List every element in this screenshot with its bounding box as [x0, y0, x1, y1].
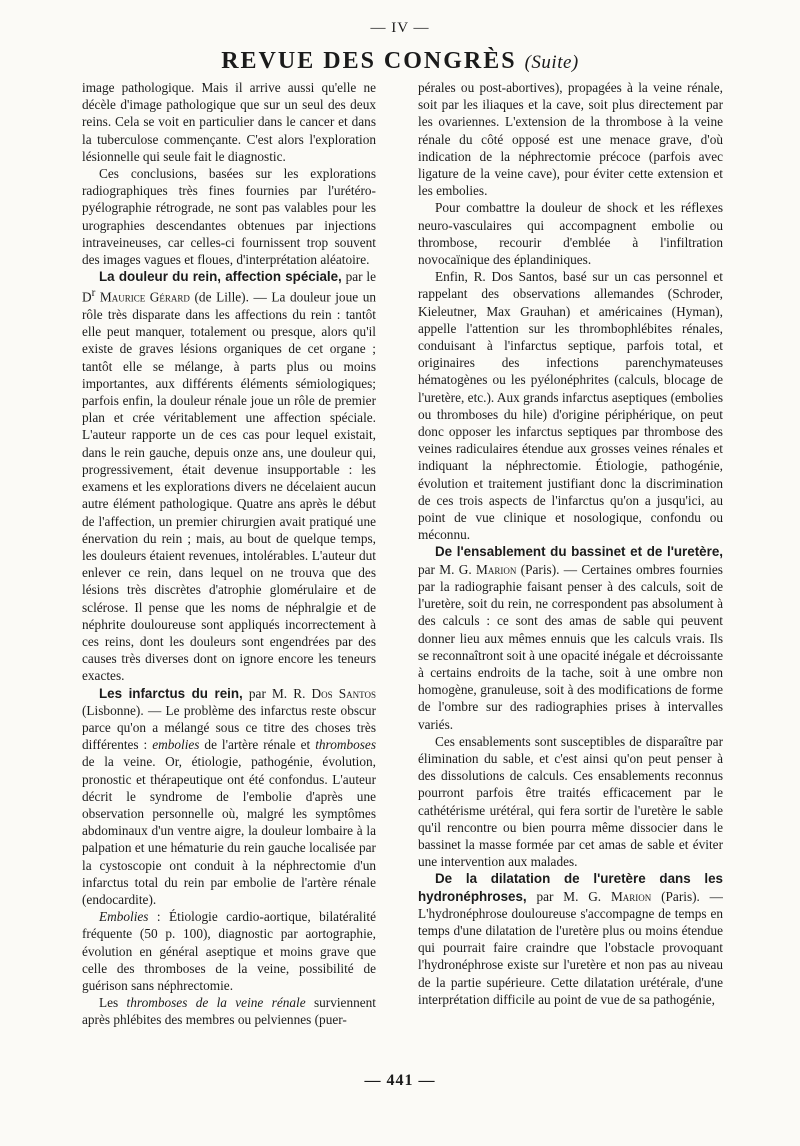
section-body: La douleur joue un rôle très disparate dans les affections du rein : tantôt elle peut manquer, totalement ou presque, alors qu'il existe de graves lésions organiques de cet organe ; tantôt elle se mélange, à parts plus ou moins importantes, aux différents éléments sémiologiques; parfois enfin, la douleur rénale joue un rôle de premier plan et crée véritablement une affection spéciale. L'auteur rapporte un de ces cas pour lequel existait, dans le rein gauche, depuis onze ans, une douleur qui, progressivement, était devenue insupportable : les examens et les explorations divers ne décelaient aucun autre élément pathologique. Quatre ans après le début de l'affection, un premier chirurgien avait pratiqué une énervation du rein ; mais, au bout de quelque temps, les douleurs étaient revenues, intolérables. L'auteur dut enlever ce rein, dans lequel on ne trouva que des lésions très discrètes d'atrophie glomérulaire et de sclérose. Il pense que les noms de néphralgie et de néphrite douloureuse sont appliqués incorrectement à ces reins, dont les douleurs sont engendrées par des causes très diverses dont on ignore encore les teneurs exactes. — [82, 289, 376, 684]
section-body: Certaines ombres fournies par la radiographie faisant penser à des calculs, soit de l'uretère, soit du rein, ne correspondent pas absolument à des calculs : ce sont des amas de sable qui peuvent donner lieu aux mêmes ennuis que les calculs vrais. Ils se reconnaîtront soit à une opacité inégale et décroissante à certains endroits de la tache, soit à une ombre non homogène, granuleuse, soit à des modifications de forme de l'ombre sur des radiographies prises à intervalles variés. — [418, 561, 723, 732]
running-title — [0, 47, 800, 77]
page-number: — 441 — — [364, 1072, 436, 1089]
section-body: Le problème des infarctus reste obscur parce qu'on a mélangé sous ce titre des choses très différentes : — [82, 702, 376, 753]
byline: par M. R. — [242, 685, 312, 701]
paragraph-embolies — [82, 908, 376, 994]
paragraph-thromboses — [82, 994, 376, 1028]
author-place: (Lisbonne). — — [82, 702, 166, 718]
author-name: Maurice Gérard — [95, 289, 190, 305]
running-title-suite: (Suite) — [524, 52, 579, 73]
section-title: Les infarctus du rein, — [99, 685, 243, 701]
paragraph-body: Les — [99, 995, 127, 1011]
section-douleur-du-rein — [82, 268, 376, 684]
paragraph-body: : Étiologie cardio-aortique, bilatéralité fréquente (50 p. 100), diagnostic par aortographie, évolution en général aseptique et moins grave que celle des thromboses de la veine, possibilité de guérison sans néphrectomie. — [82, 909, 376, 993]
section-body: L'hydronéphrose douloureuse s'accompagne de temps en temps d'une dilatation de l'uretère plus ou moins étendue qui pourrait faire craindre que l'obstacle provoquant l'hydronéphrose existe sur l'uretère et non pas au niveau de la partie supérieure. Cette dilatation urétérale, d'une interprétation difficile au point de vue de sa pathogénie, — [418, 905, 723, 1007]
paragraph: pérales ou post-abortives), propagées à la veine rénale, soit par les iliaques et la cave, soit plus directement par les ovariennes. L'extension de la thrombose à la veine rénale du côté opposé est une menace grave, d'où indication de la néphrectomie précoce (parfois avec ligature de la veine cave), pour éviter cette extension et les embolies. — [418, 80, 723, 199]
section-title: De l'ensablement du bassinet et de l'uretère, — [435, 544, 723, 560]
emphasis: thromboses de la veine rénale — [126, 995, 306, 1011]
section-dilatation-uretere — [418, 870, 723, 1008]
folio-roman: — IV — — [370, 20, 430, 36]
author-name: Marion — [610, 888, 652, 904]
section-body: de l'artère rénale et — [199, 737, 316, 753]
author-place: (Paris). — — [651, 888, 723, 904]
section-title: La douleur du rein, affection spéciale, — [99, 269, 342, 285]
emphasis: thromboses — [315, 737, 377, 753]
paragraph: Ces conclusions, basées sur les explorations radiographiques très fines fournies par l'urétéro-pyélographie rétrograde, ne sont pas valables pour les urographies descendantes obtenues par injections intraveineuses, car celles-ci fournissent trop souvent des images vagues et floues, d'interprétation aléatoire. — [82, 166, 376, 268]
byline: par M. G. — [418, 561, 477, 577]
section-infarctus-du-rein — [82, 685, 376, 909]
section-body: de la veine. Or, étiologie, pathogénie, évolution, pronostic et thérapeutique ont été confondus. L'auteur décrit le syndrome de l'embolie d'après une observation personnelle où, malgré les symptômes abdominaux d'un ventre aigre, la douleur lombaire à la palpation et une hématurie du rein gauche localisée par la cystoscopie ont conduit à la néphrectomie d'un infarctus total du rein par embolie de l'artère rénale (endocardite). — [82, 754, 376, 907]
paragraph: Enfin, R. Dos Santos, basé sur un cas personnel et rappelant des observations allemandes (Schroder, Kieleutner, Max Grauhan) et américaines (Hyman), appelle l'attention sur les thrombophlébites rénales, conduisant à l'infarctus septique, parfois total, et originaires des infections parenchymateuses hématogènes ou les pyélonéphrites (calculs, blocage de l'uretère, etc.). Aux grands infarctus aseptiques (embolies ou thromboses du hile) d'origine périphérique, on peut donc opposer les infarctus septiques par thrombose des veines radiculaires étendue aux grosses veines rénales et indiquant la néphrectomie. Étiologie, pathogénie, évolution et traitement justifiant donc la discrimination de ces trois aspects de l'infarctus qu'on a jusqu'ici, au point de vue clinique et nosologique, confondu ou méconnu. — [418, 269, 723, 543]
paragraph-body: surviennent après phlébites des membres ou pelviennes (puer- — [82, 995, 376, 1028]
paragraph: Pour combattre la douleur de shock et les réflexes neuro-vasculaires qui accompagnent embolie ou thrombose, recourir d'emblée à l'infiltration novocaïnique des éplandiniques. — [418, 200, 723, 268]
running-title-text: REVUE DES CONGRÈS — [221, 48, 517, 74]
paragraph: image pathologique. Mais il arrive aussi qu'elle ne décèle d'image pathologique que sur un seul des deux reins. Cela se voit en particulier dans le cancer et dans la tuberculose commençante. C'est alors l'exploration lésionnelle qui seule fait le diagnostic. — [82, 80, 376, 164]
emphasis: Embolies — [99, 909, 149, 925]
section-title: De la dilatation de l'uretère dans les hydronéphroses, — [418, 871, 723, 904]
paragraph: Ces ensablements sont susceptibles de disparaître par élimination du sable, et c'est ainsi qu'on peut penser à des dissolutions de calculs. Ces ensablements reconnus pourront parfois être traités efficacement par le cathétérisme urétéral, qui fera sortir de l'uretère le sable qu'il rencontre ou bien pourra même dissocier dans le bassinet la masse formée par cet amas de sable et éviter une intervention aux malades. — [418, 733, 723, 870]
section-ensablement — [418, 543, 723, 732]
byline: par M. G. — [526, 888, 611, 904]
author-name: Dos Santos — [311, 685, 376, 701]
author-name: Marion — [476, 561, 517, 577]
author-place: (Paris). — — [516, 561, 582, 577]
byline: par le D — [82, 269, 376, 305]
emphasis: embolies — [152, 737, 200, 753]
left-column — [82, 79, 376, 1029]
author-place: (de Lille). — — [189, 289, 272, 305]
right-column — [418, 79, 723, 1008]
byline-sup: r — [91, 287, 96, 300]
